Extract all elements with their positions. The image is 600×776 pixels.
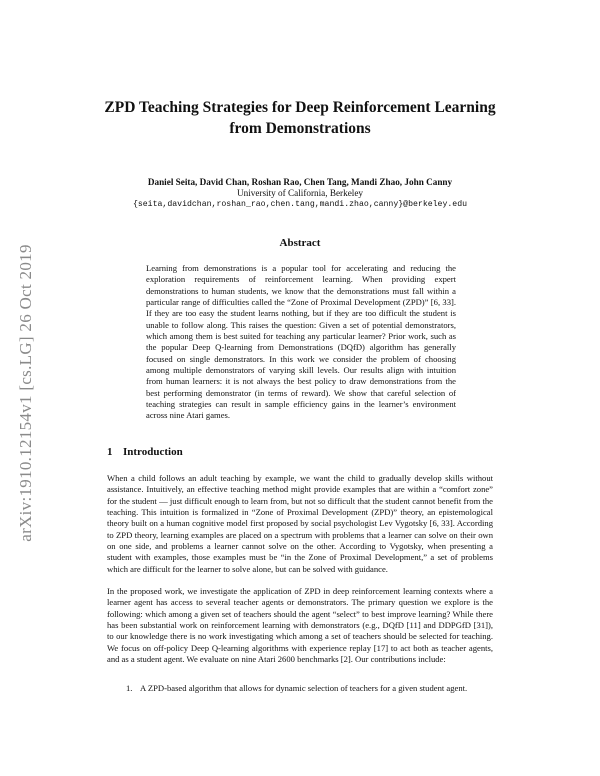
paper-title: ZPD Teaching Strategies for Deep Reinforcement Learning from Demonstrations: [104, 99, 496, 137]
arxiv-stamp: [12, 218, 40, 568]
affiliation: University of California, Berkeley: [236, 188, 364, 198]
abstract-text: Learning from demonstrations is a popular tool for accelerating and reducing the exploration requirements of reinforcement learning. When providing expert demonstrations to human students, we know that the demonstrations must fall within a particular range of difficulties called the “Zone of Proximal Development (ZPD)” [6, 33]. If they are too easy the student learns nothing, but if they are too difficult the student is unable to follow along. This raises the question: Given a set of potential demonstrators, which among them is best suited for teaching any particular learner? Prior work, such as the popular Deep Q-learning from Demonstrations (DQfD) algorithm has generally focused on single demonstrators. In this work we consider the problem of choosing among multiple demonstrators of varying skill levels. Our results align with intuition from human learners: it is not always the best policy to draw demonstrations from the best performing demonstrator (in terms of reward). We show that careful selection of teaching strategies can result in sample efficiency gains in the learner’s environment across nine Atari games.: [146, 263, 456, 421]
section-title: Introduction: [123, 446, 183, 458]
intro-paragraph-1: When a child follows an adult teaching by example, we want the child to gradually develop skills without assistance. Intuitively, an effective teaching method might provide examples that are within a “comfort zone” for the student — just difficult enough to learn from, but not so difficult that the student cannot benefit from the teaching. This intuition is formalized in “Zone of Proximal Development (ZPD)” theory, an epistemological theory built on a human cognitive model first proposed by social psychologist Lev Vygotsky [6, 33]. According to ZPD theory, learning examples are placed on a spectrum with problems that a learner can solve on their own on one side, and problems a learner cannot solve on the other. According to Vygotsky, when presenting a student with examples, those examples must be “in the Zone of Proximal Development,” a set of problems which are difficult for the learner to solve alone, but can be solved with guidance.: [107, 473, 493, 574]
list-marker: 1.: [126, 683, 133, 693]
section-number: 1: [107, 446, 113, 458]
section-heading-introduction: [107, 446, 407, 458]
author-list: Daniel Seita, David Chan, Roshan Rao, Chen Tang, Mandi Zhao, John Canny: [147, 177, 453, 187]
intro-paragraph-2: In the proposed work, we investigate the application of ZPD in deep reinforcement learning contexts where a learner agent has access to several teacher agents or demonstrators. The primary question we explore is the following: which among a given set of teachers should the agent “select” to best improve learning? While there has been substantial work on reinforcement learning with demonstrators (e.g., DQfD [11] and DDPGfD [31]), to our knowledge there is no work investigating which among a set of teachers should be selected for teaching. We focus on off-policy Deep Q-learning algorithms with experience replay [17] to act both as teacher agents, and as a student agent. We evaluate on nine Atari 2600 benchmarks [2]. Our contributions include:: [107, 586, 493, 665]
arxiv-stamp-text: arXiv:1910.12154v1 [cs.LG] 26 Oct 2019: [16, 244, 35, 542]
list-item-text: A ZPD-based algorithm that allows for dynamic selection of teachers for a given student agent.: [140, 683, 468, 693]
author-emails: {seita,davidchan,roshan_rao,chen.tang,mandi.zhao,canny}@berkeley.edu: [132, 200, 468, 209]
abstract-heading: Abstract: [279, 237, 321, 249]
